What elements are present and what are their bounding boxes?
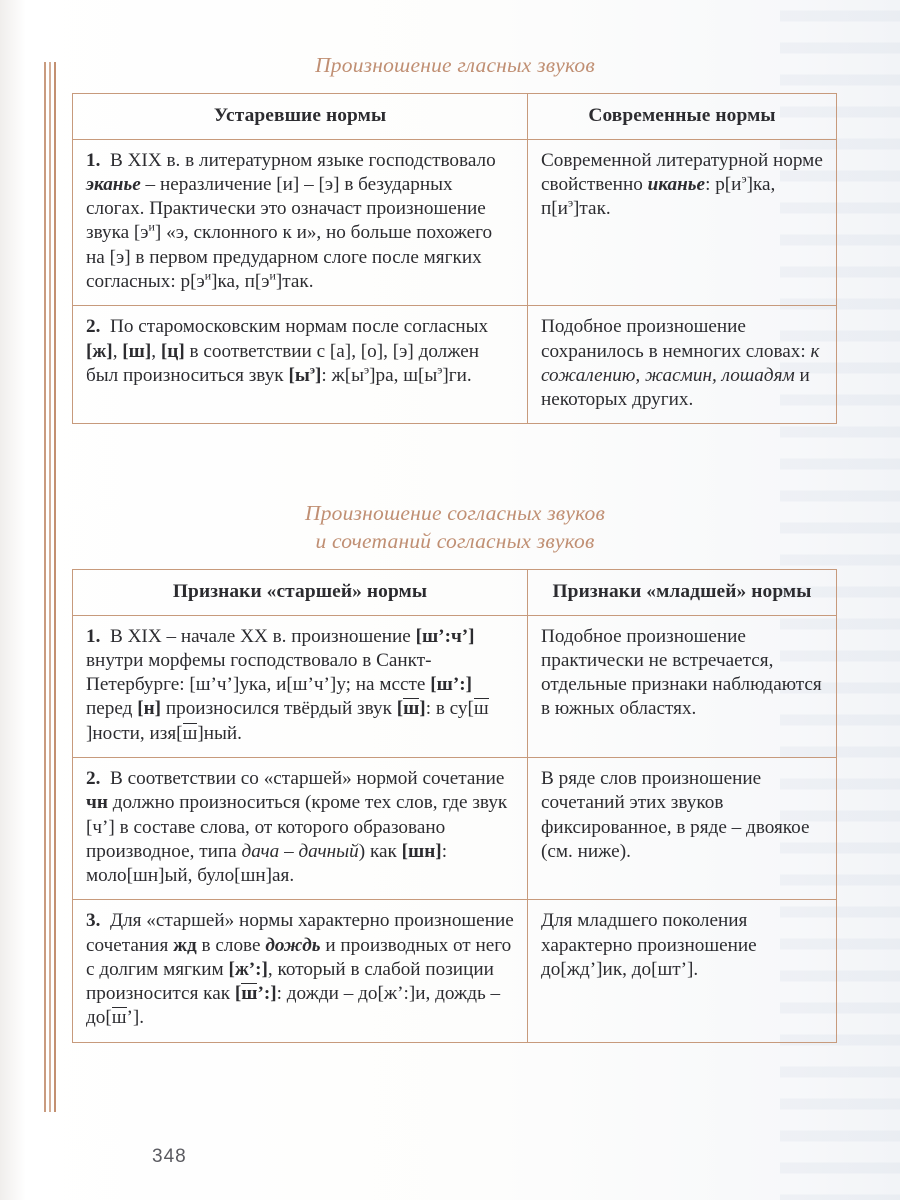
cell-older-norm-2 [73, 757, 528, 899]
cell-text: 1. В XIX в. в литературном языке господствовало эканье – неразличение [и] – [э] в безударных слогах. Практически это означаст произношение звука $[э^и]$ «э, склонного к и», но больше похожего на [э] в первом предударном слоге после мягких согласных: $р[э^и]ка$, $п[э^и]так$. [86, 149, 496, 292]
cell-text: Подобное произношение сохранилось в немногих словах: к сожалению, жасмин, лошадям и некоторых других. [541, 316, 820, 411]
cell-older-norm-3 [73, 900, 528, 1042]
cell-text: В ряде слов произношение сочетаний этих звуков фиксированное, в ряде – двоякое (см. ниже). [541, 767, 810, 862]
table-row [73, 306, 837, 424]
cell-text: 2. В соответствии со «старшей» нормой сочетание чн должно произноситься (кроме тех слов, где звук [ч’] в составе слова, от которого образовано производное, типа дача – дачный) как [шн]: моло[шн]ый, було[шн]ая. [86, 767, 508, 887]
section-heading-vowels: Произношение гласных звуков [315, 53, 595, 77]
cell-modern-norm-2 [528, 306, 837, 424]
table-row [73, 139, 837, 306]
column-header-younger-norm: Признаки «младшей» нормы [528, 570, 837, 616]
cell-younger-norm-1 [528, 615, 837, 757]
cell-obsolete-norm-2 [73, 306, 528, 424]
cell-younger-norm-2 [528, 757, 837, 899]
cell-text: Для младшего поколения характерно произношение до[жд’]ик, до[шт’]. [541, 910, 757, 980]
table-row [73, 900, 837, 1042]
cell-obsolete-norm-1 [73, 139, 528, 306]
cell-older-norm-1 [73, 615, 528, 757]
table-row [73, 615, 837, 757]
cell-text: 2. По старомосковским нормам после согласных [ж], [ш], [ц] в соответствии с [а], [о], [э] должен был произноситься звук $[ы^э]$: $ж[ы^э]ра$, $ш[ы^э]ги$. [86, 316, 489, 386]
section-heading-consonants [72, 500, 838, 555]
cell-text: Подобное произношение практически не встречается, отдельные признаки наблюдаются в южных областях. [541, 625, 822, 720]
column-header-older-norm: Признаки «старшей» нормы [73, 570, 528, 616]
cell-modern-norm-1 [528, 139, 837, 306]
vowel-norms-table [72, 93, 837, 424]
table-header-row [73, 570, 837, 616]
column-header-modern-norms: Современные нормы [528, 94, 837, 140]
column-header-obsolete-norms: Устаревшие нормы [73, 94, 528, 140]
section-heading-consonants-line1: Произношение согласных звуков [304, 501, 605, 525]
cell-text: 3. Для «старшей» нормы характерно произношение сочетания жд в слове дождь и производных от него с долгим мягким [ж’:], который в слабой позиции произносится как [ш’:]: дожди – до[ж’:]и, дождь – до[ш’]. [86, 910, 514, 1029]
cell-text: 1. В XIX – начале XX в. произношение [ш’:ч’] внутри морфемы господствовало в Санкт-Петербурге: [ш’ч’]ука, и[ш’ч’]у; на мссте [ш’:] перед [н] произносился твёрдый звук [ш]: в су[ш]ности, изя[ш]ный. [86, 625, 489, 744]
page-content [72, 0, 838, 1200]
page-number: 348 [152, 1146, 187, 1167]
cell-text: Современной литературной норме свойственно иканье: $р[и^э]ка$, $п[и^э]так$. [541, 149, 823, 220]
consonant-norms-table [72, 569, 837, 1043]
table-row [73, 757, 837, 899]
cell-younger-norm-3 [528, 900, 837, 1042]
section-heading-consonants-line2: и сочетаний согласных звуков [315, 528, 595, 553]
table-header-row [73, 94, 837, 140]
